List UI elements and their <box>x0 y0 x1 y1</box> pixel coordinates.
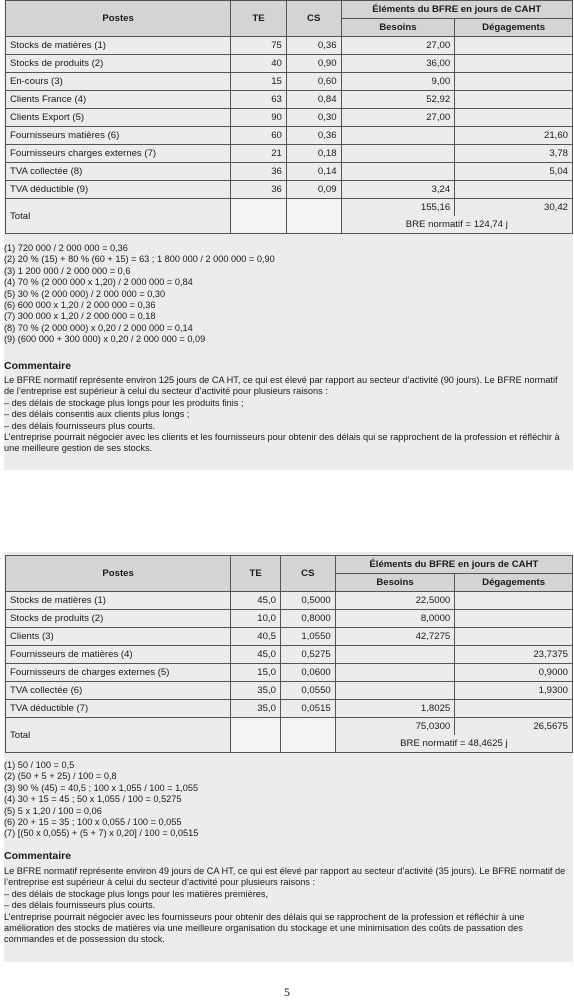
table-row <box>6 91 573 109</box>
row-poste: Fournisseurs matières (6) <box>6 127 231 145</box>
row-te: 45,0 <box>231 646 281 664</box>
row-te: 10,0 <box>231 610 281 628</box>
row-degagements: 23,7375 <box>455 646 573 664</box>
footnote: (7) 300 000 x 1,20 / 2 000 000 = 0,18 <box>4 311 156 322</box>
comment-body <box>4 375 570 455</box>
row-besoins: 27,00 <box>341 37 455 55</box>
row-poste: TVA déductible (9) <box>6 181 231 199</box>
row-cs: 0,8000 <box>280 610 335 628</box>
header-besoins: Besoins <box>341 19 455 37</box>
table-row <box>6 127 573 145</box>
row-besoins <box>335 646 455 664</box>
footnote: (3) 1 200 000 / 2 000 000 = 0,6 <box>4 265 131 276</box>
row-cs: 0,0600 <box>280 664 335 682</box>
row-te: 63 <box>231 91 287 109</box>
row-besoins: 8,0000 <box>335 610 455 628</box>
row-te: 35,0 <box>231 682 281 700</box>
table-row <box>6 700 573 718</box>
row-poste: TVA déductible (7) <box>6 700 231 718</box>
footnote: (8) 70 % (2 000 000) x 0,20 / 2 000 000 = 0,14 <box>4 322 193 333</box>
bre-normatif: BRE normatif = 124,74 j <box>341 216 572 234</box>
total-besoins: 75,0300 <box>335 718 455 736</box>
header-postes: Postes <box>6 1 231 37</box>
footnote: (3) 90 % (45) = 40,5 ; 100 x 1,055 / 100 = 1,055 <box>4 782 199 793</box>
total-label: Total <box>6 199 231 234</box>
row-besoins <box>341 163 455 181</box>
row-cs: 1,0550 <box>280 628 335 646</box>
footnote: (2) (50 + 5 + 25) / 100 = 0,8 <box>4 771 117 782</box>
row-besoins: 22,5000 <box>335 592 455 610</box>
exercise-block-2 <box>4 552 573 962</box>
row-degagements <box>455 592 573 610</box>
row-poste: Stocks de matières (1) <box>6 37 231 55</box>
row-te: 40,5 <box>231 628 281 646</box>
row-degagements: 3,78 <box>455 145 573 163</box>
row-te: 36 <box>231 181 287 199</box>
footnote: (4) 70 % (2 000 000 x 1,20) / 2 000 000 = 0,84 <box>4 277 193 288</box>
row-cs: 0,60 <box>286 73 341 91</box>
row-degagements <box>455 37 573 55</box>
header-cs: CS <box>280 556 335 592</box>
comment-paragraph: Le BFRE normatif représente environ 49 jours de CA HT, ce qui est élevé par rapport au secteur d’activité (35 jours). Le BFRE normatif de l’entreprise est supérieur à celui du secteur d’activité pour plusieurs raisons : <box>4 866 566 888</box>
total-degagements: 30,42 <box>455 199 573 217</box>
row-besoins: 1,8025 <box>335 700 455 718</box>
row-besoins: 9,00 <box>341 73 455 91</box>
row-besoins <box>335 664 455 682</box>
row-poste: Stocks de matières (1) <box>6 592 231 610</box>
bre-normatif: BRE normatif = 48,4625 j <box>335 735 572 753</box>
footnote: (7) [(50 x 0,055) + (5 + 7) x 0,20] / 100 = 0,0515 <box>4 828 199 839</box>
page-number: 5 <box>284 985 290 999</box>
header-elements: Éléments du BFRE en jours de CAHT <box>335 556 572 574</box>
row-poste: Stocks de produits (2) <box>6 55 231 73</box>
row-cs: 0,18 <box>286 145 341 163</box>
row-cs: 0,5000 <box>280 592 335 610</box>
row-cs: 0,14 <box>286 163 341 181</box>
table-row <box>6 610 573 628</box>
row-cs: 0,84 <box>286 91 341 109</box>
row-cs: 0,5275 <box>280 646 335 664</box>
row-degagements <box>455 55 573 73</box>
row-besoins: 52,92 <box>341 91 455 109</box>
row-poste: Stocks de produits (2) <box>6 610 231 628</box>
total-cs-blank <box>280 718 335 753</box>
header-degagements: Dégagements <box>455 19 573 37</box>
row-besoins <box>341 127 455 145</box>
table-row <box>6 181 573 199</box>
row-cs: 0,09 <box>286 181 341 199</box>
row-poste: Clients Export (5) <box>6 109 231 127</box>
row-te: 40 <box>231 55 287 73</box>
row-degagements <box>455 109 573 127</box>
footnote: (6) 600 000 x 1,20 / 2 000 000 = 0,36 <box>4 300 156 311</box>
table-row <box>6 682 573 700</box>
row-te: 15,0 <box>231 664 281 682</box>
header-elements: Éléments du BFRE en jours de CAHT <box>341 1 572 19</box>
comment-title: Commentaire <box>4 360 72 372</box>
row-poste: Fournisseurs charges externes (7) <box>6 145 231 163</box>
row-besoins <box>335 682 455 700</box>
header-cs: CS <box>286 1 341 37</box>
row-besoins <box>341 145 455 163</box>
table-row <box>6 646 573 664</box>
row-besoins: 3,24 <box>341 181 455 199</box>
comment-title: Commentaire <box>4 850 72 862</box>
row-te: 75 <box>231 37 287 55</box>
footnote: (5) 30 % (2 000 000) / 2 000 000 = 0,30 <box>4 288 166 299</box>
row-degagements <box>455 91 573 109</box>
row-poste: Fournisseurs de matières (4) <box>6 646 231 664</box>
exercise-block-1 <box>4 0 573 470</box>
total-label: Total <box>6 718 231 753</box>
comment-paragraph: Le BFRE normatif représente environ 125 jours de CA HT, ce qui est élevé par rapport au secteur d’activité (90 jours). Le BFRE normatif de l’entreprise est supérieur à celui du secteur d’activité pour plusieurs raisons : <box>4 375 558 397</box>
row-te: 21 <box>231 145 287 163</box>
row-degagements <box>455 181 573 199</box>
table-row <box>6 664 573 682</box>
row-te: 35,0 <box>231 700 281 718</box>
row-degagements <box>455 73 573 91</box>
bfre-table-2 <box>5 555 573 753</box>
row-te: 90 <box>231 109 287 127</box>
row-poste: Fournisseurs de charges externes (5) <box>6 664 231 682</box>
table-row <box>6 592 573 610</box>
header-besoins: Besoins <box>335 574 455 592</box>
header-te: TE <box>231 556 281 592</box>
table-row <box>6 37 573 55</box>
total-te-blank <box>231 718 281 753</box>
table-row <box>6 109 573 127</box>
row-te: 36 <box>231 163 287 181</box>
row-besoins: 42,7275 <box>335 628 455 646</box>
comment-list-item: – des délais fournisseurs plus courts. <box>4 420 156 431</box>
row-poste: TVA collectée (6) <box>6 682 231 700</box>
footnote: (1) 720 000 / 2 000 000 = 0,36 <box>4 243 128 253</box>
row-te: 60 <box>231 127 287 145</box>
total-cs-blank <box>286 199 341 234</box>
row-cs: 0,30 <box>286 109 341 127</box>
total-besoins: 155,16 <box>341 199 455 217</box>
row-poste: Clients (3) <box>6 628 231 646</box>
row-degagements: 1,9300 <box>455 682 573 700</box>
total-te-blank <box>231 199 287 234</box>
table-row <box>6 55 573 73</box>
table-row <box>6 163 573 181</box>
row-cs: 0,36 <box>286 127 341 145</box>
table-row <box>6 628 573 646</box>
row-degagements: 21,60 <box>455 127 573 145</box>
row-cs: 0,0550 <box>280 682 335 700</box>
row-te: 45,0 <box>231 592 281 610</box>
table-row <box>6 73 573 91</box>
comment-list-item: – des délais de stockage plus longs pour les matières premières, <box>4 888 269 899</box>
row-poste: En-cours (3) <box>6 73 231 91</box>
row-cs: 0,36 <box>286 37 341 55</box>
comment-list-item: – des délais fournisseurs plus courts. <box>4 900 156 911</box>
table-row <box>6 145 573 163</box>
comment-body <box>4 866 570 946</box>
header-degagements: Dégagements <box>455 574 573 592</box>
footnote: (4) 30 + 15 = 45 ; 50 x 1,055 / 100 = 0,5275 <box>4 794 182 805</box>
row-cs: 0,90 <box>286 55 341 73</box>
row-degagements: 5,04 <box>455 163 573 181</box>
row-besoins: 36,00 <box>341 55 455 73</box>
row-degagements <box>455 610 573 628</box>
row-degagements <box>455 628 573 646</box>
row-poste: Clients France (4) <box>6 91 231 109</box>
bfre-table-1 <box>5 0 573 234</box>
total-degagements: 26,5675 <box>455 718 573 736</box>
row-besoins: 27,00 <box>341 109 455 127</box>
footnote: (6) 20 + 15 = 35 ; 100 x 0,055 / 100 = 0,055 <box>4 817 182 828</box>
comment-paragraph: L’entreprise pourrait négocier avec les fournisseurs pour obtenir des délais qui se rapprochent de la profession et réfléchir à une amélioration des stocks de matières via une meilleure organisation du stockage et une minimisation des coûts de passation des commandes et de possession du stock. <box>4 911 525 945</box>
row-degagements <box>455 700 573 718</box>
row-poste: TVA collectée (8) <box>6 163 231 181</box>
footnotes <box>4 243 275 346</box>
footnote: (1) 50 / 100 = 0,5 <box>4 760 75 770</box>
row-cs: 0,0515 <box>280 700 335 718</box>
footnote: (9) (600 000 + 300 000) x 0,20 / 2 000 000 = 0,09 <box>4 334 206 345</box>
footnote: (5) 5 x 1,20 / 100 = 0,06 <box>4 805 102 816</box>
comment-paragraph: L’entreprise pourrait négocier avec les clients et les fournisseurs pour obtenir des délais qui se rapprochent de la profession et réfléchir à une meilleure gestion de ses stocks. <box>4 432 560 454</box>
row-te: 15 <box>231 73 287 91</box>
footnote: (2) 20 % (15) + 80 % (60 + 15) = 63 ; 1 800 000 / 2 000 000 = 0,90 <box>4 254 275 265</box>
comment-list-item: – des délais consentis aux clients plus longs ; <box>4 409 190 420</box>
footnotes <box>4 760 198 840</box>
row-degagements: 0,9000 <box>455 664 573 682</box>
header-postes: Postes <box>6 556 231 592</box>
comment-list-item: – des délais de stockage plus longs pour les produits finis ; <box>4 397 244 408</box>
header-te: TE <box>231 1 287 37</box>
